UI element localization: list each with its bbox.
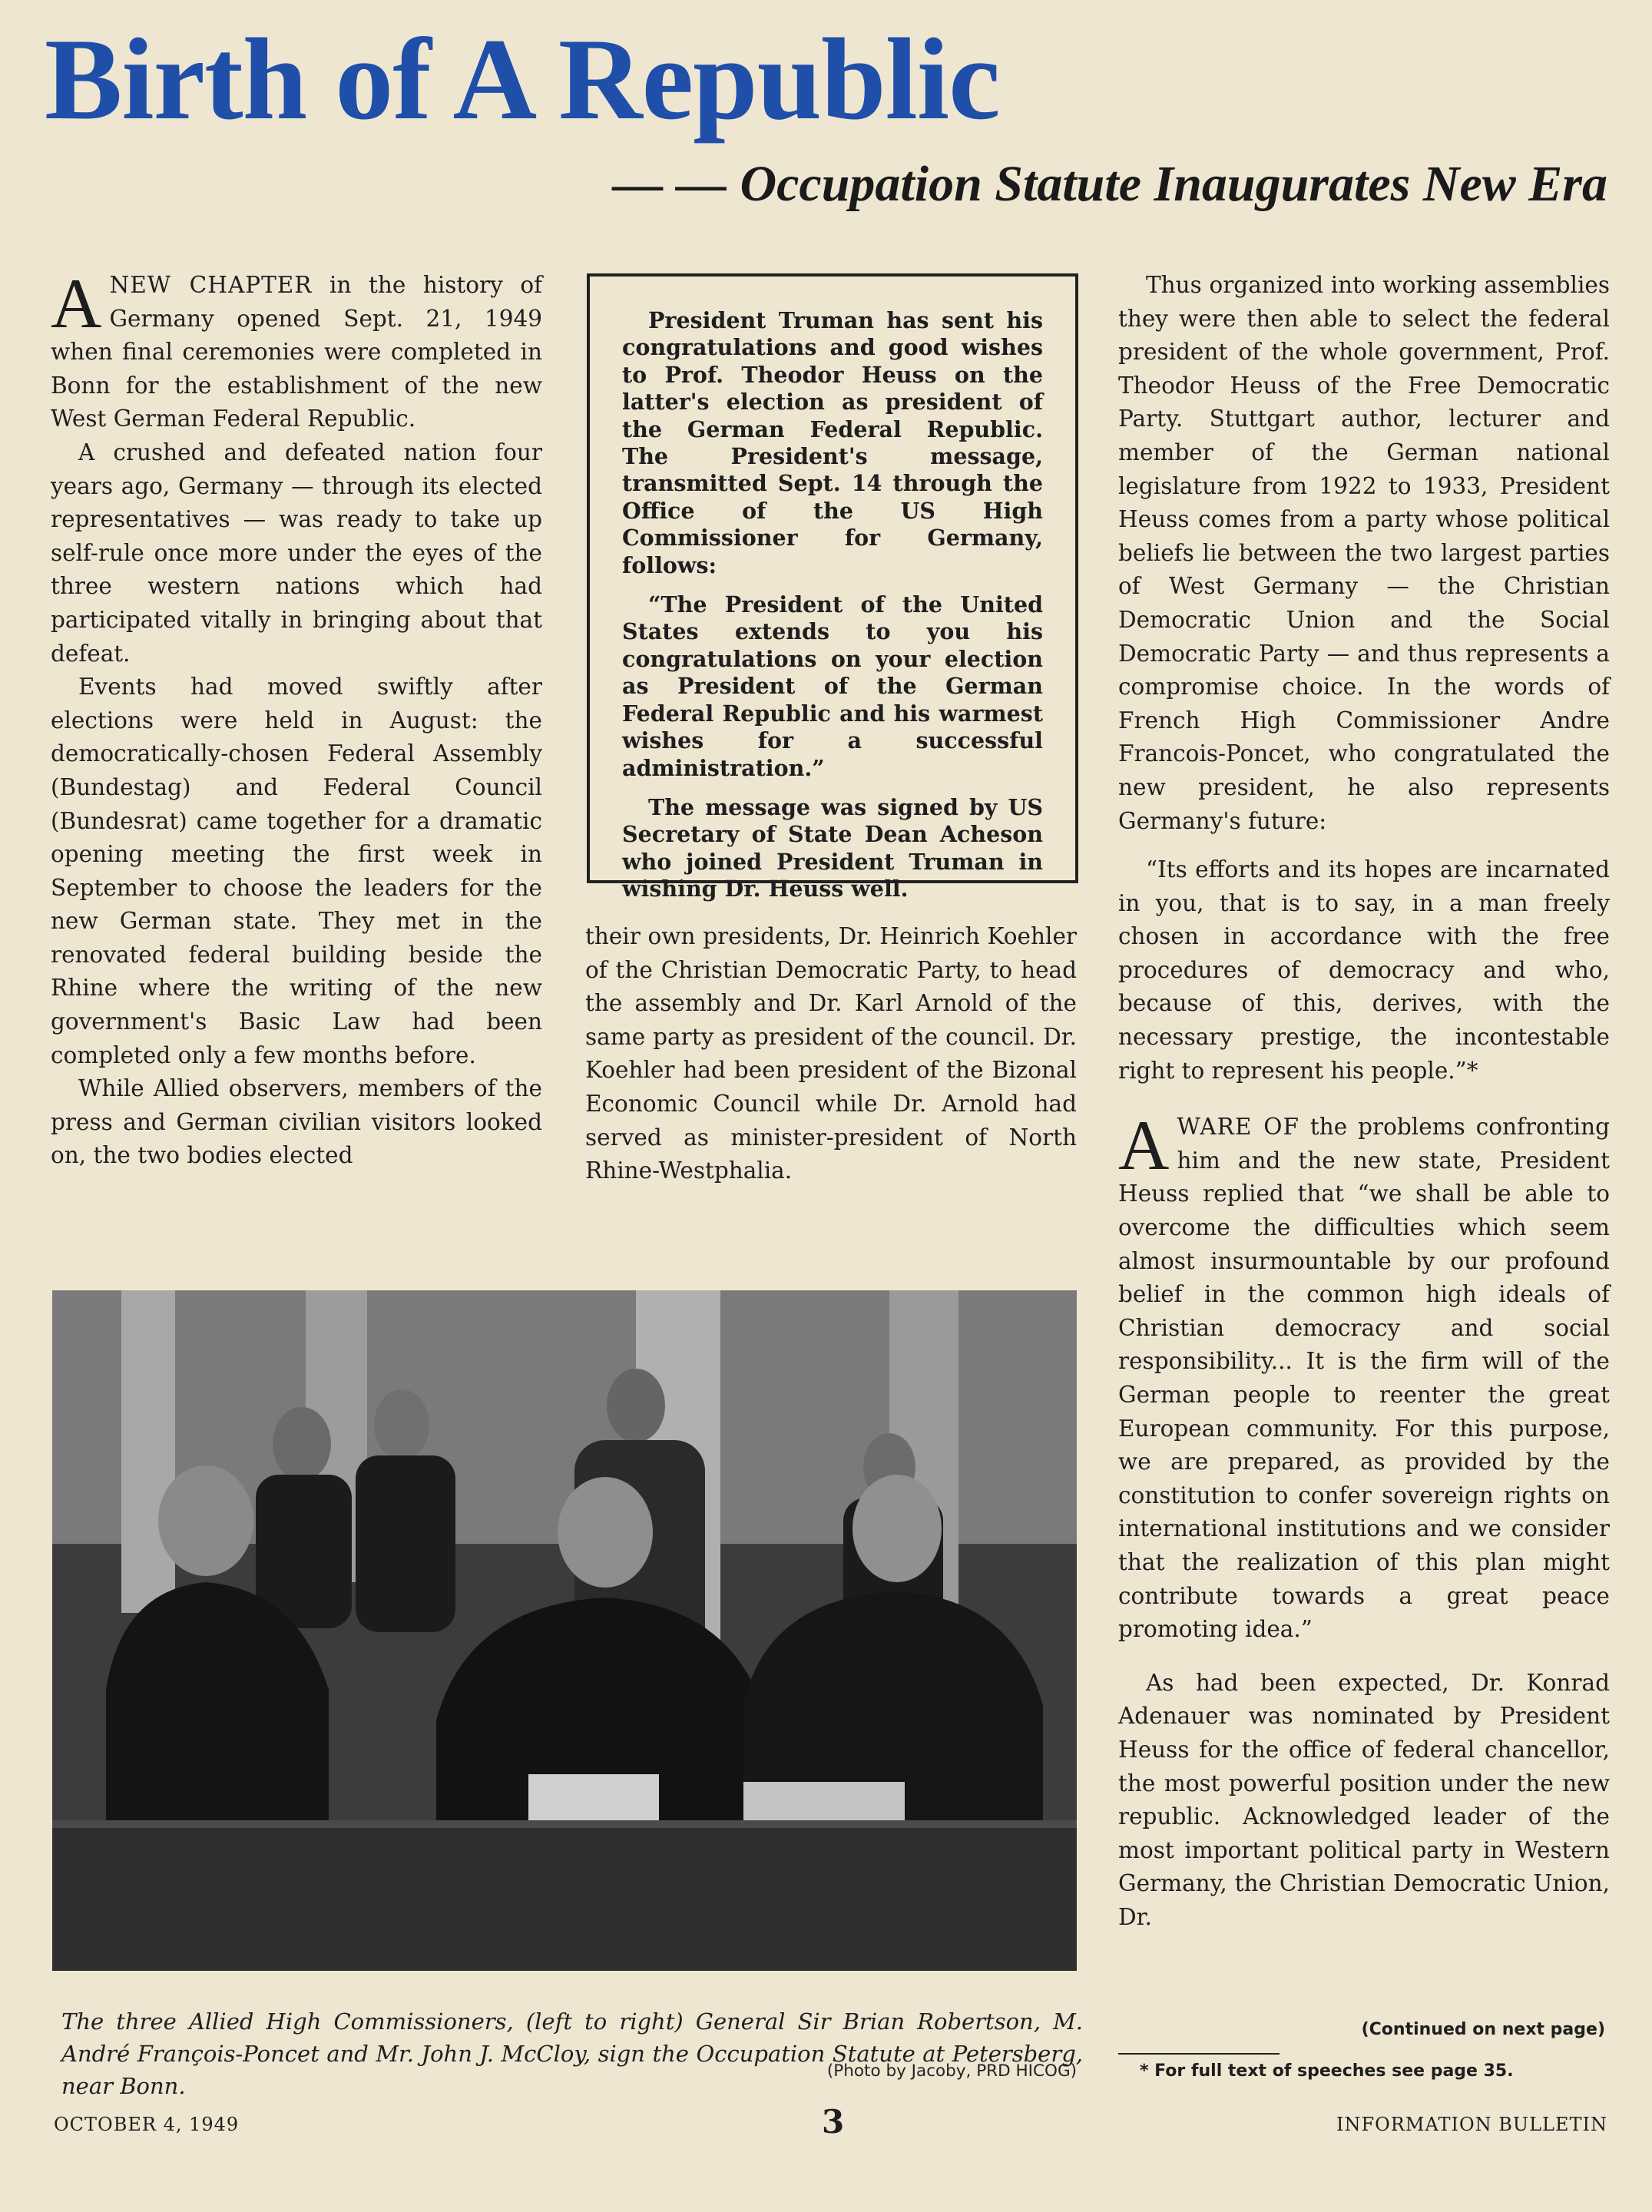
box-paragraph: President Truman has sent his congratulations and good wishes to Prof. Theodor Heuss on the latter's election as president of the German Federal Republic. The President's message, transmitted Sept. 14 through the Office of the US High Commissioner for Germany, follows: <box>622 307 1043 578</box>
subtitle-text: Occupation Statute Inaugurates New Era <box>740 156 1607 212</box>
signing-photo <box>52 1290 1077 1971</box>
paragraph <box>1118 1106 1610 1647</box>
footer-publication: INFORMATION BULLETIN <box>1336 2114 1607 2135</box>
quotation: “Its efforts and its hopes are incarnated in you, that is to say, in a man freely chosen in accordance with the free procedures of democracy and who, because of this, derives, with the necessary prestige, the incontestable right to represent his people.”* <box>1118 856 1610 1084</box>
article-title: Birth of A Republic <box>45 15 1000 144</box>
photo-illustration <box>52 1290 1077 1971</box>
lead-in-caps: NEW CHAPTER <box>109 272 313 298</box>
photo-credit: (Photo by Jacoby, PRD HICOG) <box>826 2061 1077 2081</box>
footnote: * For full text of speeches see page 35. <box>1140 2061 1514 2081</box>
truman-message-box <box>587 273 1078 902</box>
page-number: 3 <box>822 2103 845 2141</box>
article-column-2 <box>585 920 1077 1188</box>
footnote-rule <box>1118 2053 1280 2055</box>
article-subtitle <box>612 154 1607 214</box>
drop-cap: A <box>1118 1106 1170 1185</box>
paragraph-text: the problems confronting him and the new state, President Heuss replied that “we shall be able to overcome the difficulties which seem almost insurmountable by our profound belief in the common high ideals of Christian democracy and social responsibility... It is the firm will of the German people to reenter the great European community. For this purpose, we are prepared, as provided by the constitution to confer sovereign rights on international institutions and we consider that the realization of this plan might contribute towards a great peace promoting idea.” <box>1118 1114 1610 1643</box>
article-column-3 <box>1118 269 1610 1935</box>
box-quote: “The President of the United States extends to you his congratulations on your election as President of the German Federal Republic and his warmest wishes for a successful administration.” <box>622 591 1043 781</box>
paragraph-text: in the history of Germany opened Sept. 21, 1949 when final ceremonies were completed in Bonn for the establishment of the new West German Federal Republic. <box>51 272 543 432</box>
paragraph: A crushed and defeated nation four years ago, Germany — through its elected representatives — was ready to take up self-rule once more under the eyes of the three western nations which had participated vitally in bringing about that defeat. <box>51 439 542 667</box>
paragraph <box>51 264 543 436</box>
continued-note: (Continued on next page) <box>1361 2020 1605 2039</box>
footer-date: OCTOBER 4, 1949 <box>54 2114 240 2135</box>
paragraph: Thus organized into working assemblies they were then able to select the federal president of the whole government, Prof. Theodor Heuss of the Free Democratic Party. Stuttgart author, lecturer and member of the German national legislature from 1922 to 1933, President Heuss comes from a party whose political beliefs lie between the two largest parties of West Germany — the Christian Democratic Union and the Social Democratic Party — and thus represents a compromise choice. In the words of French High Commissioner Andre Francois-Poncet, who congratulated the new president, he also represents Germany's future: <box>1118 272 1610 834</box>
subtitle-dashes: — — <box>611 156 727 212</box>
photo-caption: The three Allied High Commissioners, (left to right) General Sir Brian Robertson, M. André François-Poncet and Mr. John J. McCloy, sign the Occupation Statute at Petersberg, near Bonn. <box>61 2008 1083 2099</box>
paragraph: As had been expected, Dr. Konrad Adenauer was nominated by President Heuss for the office of federal chancellor, the most powerful position under the new republic. Acknowledged leader of the most important political party in Western Germany, the Christian Democratic Union, Dr. <box>1118 1669 1610 1930</box>
article-column-1 <box>51 264 543 1173</box>
lead-in-caps: WARE OF <box>1177 1114 1299 1141</box>
paragraph: Events had moved swiftly after elections were held in August: the democratically-chosen Federal Assembly (Bundestag) and Federal Council (Bundesrat) came together for a dramatic opening meeting the first week in September to choose the leaders for the new German state. They met in the renovated federal building beside the Rhine where the writing of the new government's Basic Law had been completed only a few months before. <box>51 674 542 1068</box>
drop-cap: A <box>51 264 102 343</box>
paragraph: While Allied observers, members of the press and German civilian visitors looked on, the two bodies elected <box>51 1075 542 1169</box>
paragraph: their own presidents, Dr. Heinrich Koehler of the Christian Democratic Party, to head the assembly and Dr. Karl Arnold of the same party as president of the council. Dr. Koehler had been president of the Bizonal Economic Council while Dr. Arnold had served as minister-president of North Rhine-Westphalia. <box>585 923 1077 1184</box>
box-paragraph: The message was signed by US Secretary of State Dean Acheson who joined President Truman in wishing Dr. Heuss well. <box>622 793 1043 902</box>
